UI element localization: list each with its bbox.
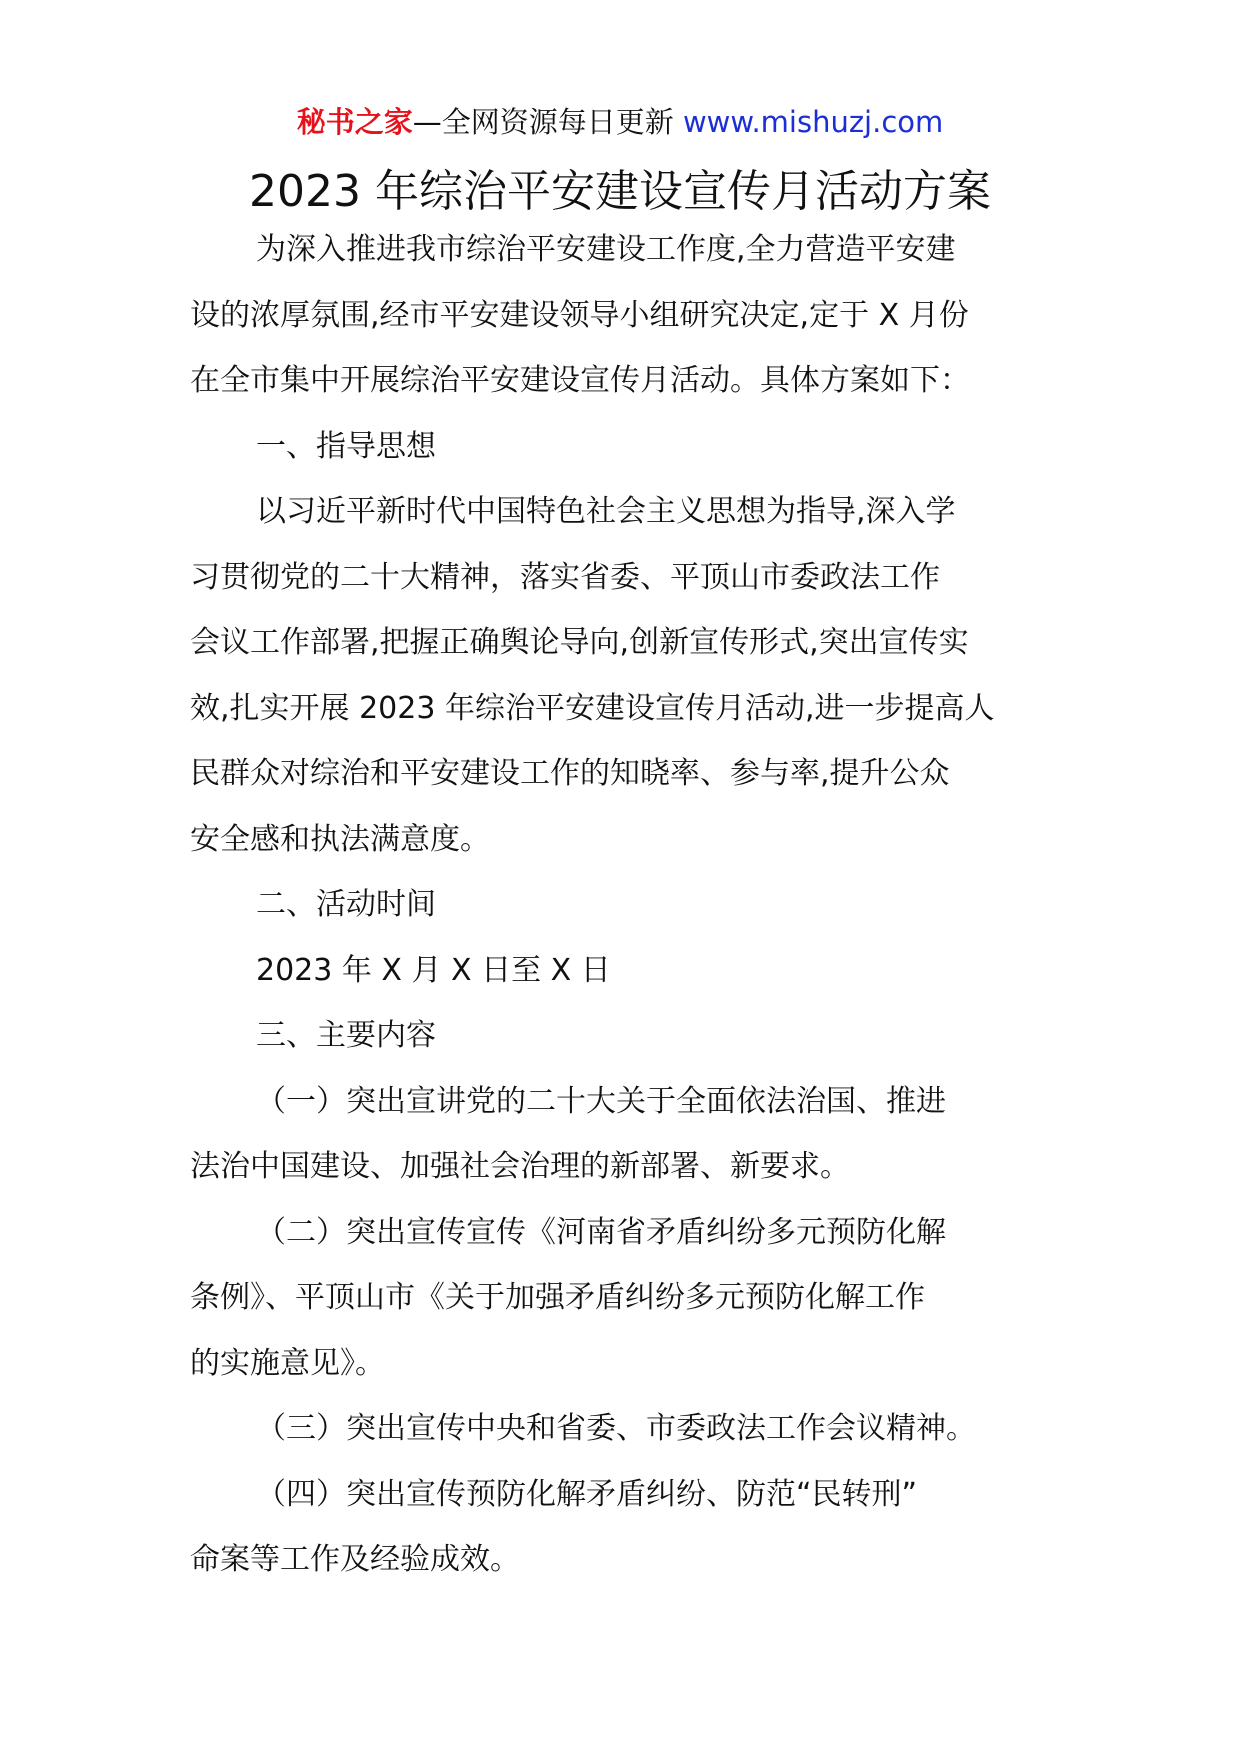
body-line: 2023 年 X 月 X 日至 X 日 xyxy=(256,952,611,988)
section-heading: 一、指导思想 xyxy=(256,428,436,464)
body-line: 习贯彻党的二十大精神，落实省委、平顶山市委政法工作 xyxy=(190,559,940,595)
body-line: 的实施意见》。 xyxy=(190,1345,385,1381)
body-line: 为深入推进我市综治平安建设工作度,全力营造平安建 xyxy=(256,232,956,267)
body-line: 以习近平新时代中国特色社会主义思想为指导,深入学 xyxy=(256,494,956,529)
body-line: 在全市集中开展综治平安建设宣传月活动。具体方案如下： xyxy=(190,363,970,398)
body-line: （二）突出宣传宣传《河南省矛盾纠纷多元预防化解 xyxy=(256,1214,946,1250)
document-body xyxy=(190,230,1070,1606)
body-line: 条例》、平顶山市《关于加强矛盾纠纷多元预防化解工作 xyxy=(190,1280,925,1315)
body-line: （四）突出宣传预防化解矛盾纠纷、防范“民转刑” xyxy=(256,1476,918,1512)
section-heading: 二、活动时间 xyxy=(256,887,436,922)
section-heading: 三、主要内容 xyxy=(256,1018,436,1053)
site-header xyxy=(0,102,1240,142)
body-line: 设的浓厚氛围,经市平安建设领导小组研究决定,定于 X 月份 xyxy=(190,297,969,333)
body-line: 会议工作部署,把握正确舆论导向,创新宣传形式,突出宣传实 xyxy=(190,625,969,660)
body-line: 安全感和执法满意度。 xyxy=(190,821,490,857)
body-line: （三）突出宣传中央和省委、市委政法工作会议精神。 xyxy=(256,1411,976,1446)
brand-name: 秘书之家 xyxy=(296,105,413,139)
site-url-link[interactable]: www.mishuzj.com xyxy=(682,105,944,139)
body-line: 效,扎实开展 2023 年综治平安建设宣传月活动,进一步提高人 xyxy=(190,690,995,726)
header-tagline: —全网资源每日更新 xyxy=(412,105,683,139)
document-title: 2023 年综治平安建设宣传月活动方案 xyxy=(249,166,991,217)
body-line: （一）突出宣讲党的二十大关于全面依法治国、推进 xyxy=(256,1083,946,1119)
body-line: 法治中国建设、加强社会治理的新部署、新要求。 xyxy=(190,1149,850,1184)
body-line: 命案等工作及经验成效。 xyxy=(190,1542,520,1577)
body-line: 民群众对综治和平安建设工作的知晓率、参与率,提升公众 xyxy=(190,756,950,791)
